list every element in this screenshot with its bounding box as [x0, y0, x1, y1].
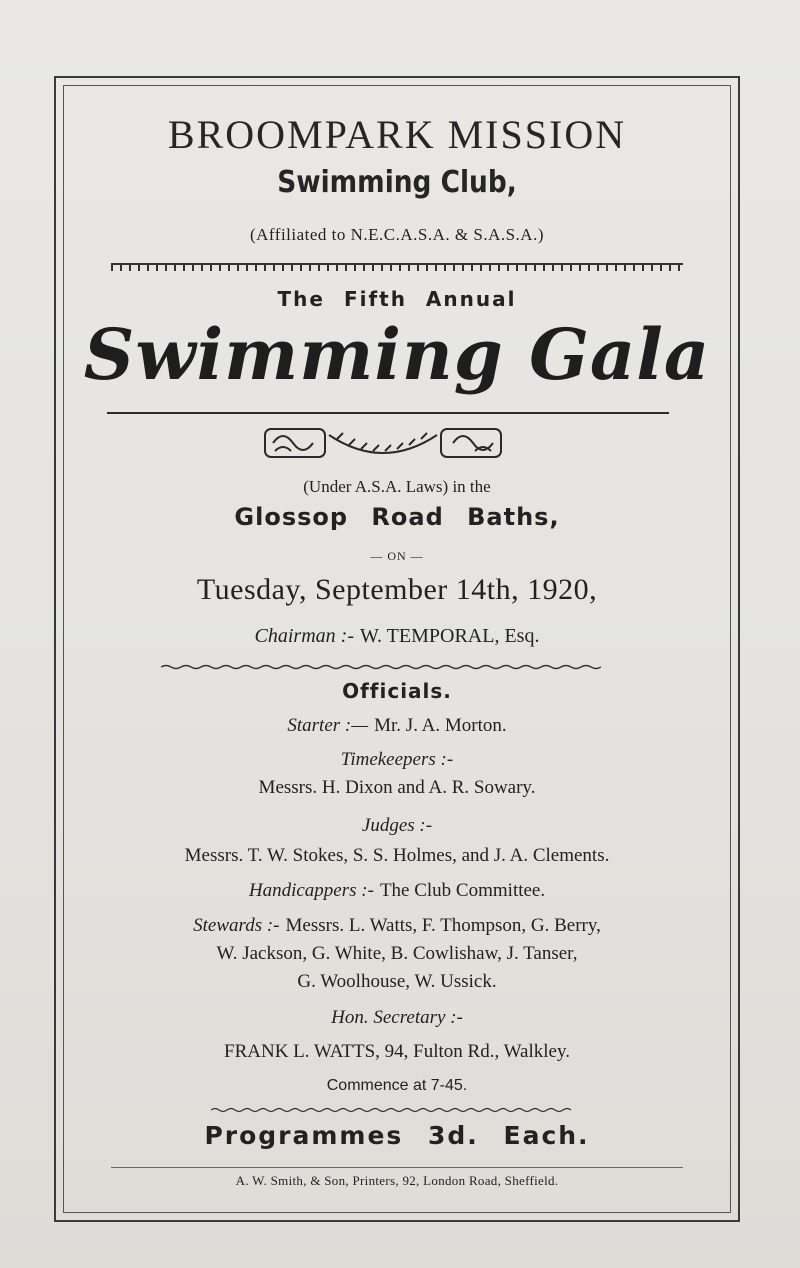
judges-label: Judges :- — [361, 815, 433, 836]
chairman-name: W. TEMPORAL, Esq. — [359, 625, 540, 647]
officials-heading: Officials. — [342, 679, 452, 703]
laws-line: (Under A.S.A. Laws) in the — [303, 477, 491, 496]
stewards-label: Stewards :- — [193, 915, 280, 936]
title-underline — [107, 412, 669, 414]
venue: Glossop Road Baths, — [234, 503, 560, 531]
on-label: — ON — — [370, 549, 424, 563]
wavy-divider-2 — [211, 1107, 575, 1113]
chairman-line — [63, 625, 731, 648]
secretary-label: Hon. Secretary :- — [331, 1007, 463, 1028]
poster-content — [63, 85, 731, 1213]
stewards-line-1 — [63, 915, 731, 937]
commence-time: Commence at 7-45. — [326, 1077, 468, 1094]
wavy-divider — [161, 664, 601, 670]
affiliation: (Affiliated to N.E.C.A.S.A. & S.A.S.A.) — [249, 225, 544, 244]
edition-line: The Fifth Annual — [277, 287, 517, 311]
handicappers-names: The Club Committee. — [379, 880, 546, 901]
timekeepers-label: Timekeepers :- — [340, 749, 454, 770]
gala-title: Swimming Gala — [83, 313, 711, 396]
stewards-names-2: W. Jackson, G. White, B. Cowlishaw, J. Tanser, — [216, 943, 578, 964]
timekeepers-names: Messrs. H. Dixon and A. R. Sowary. — [258, 777, 536, 798]
handicappers-line — [63, 880, 731, 902]
starter-label: Starter :— — [287, 715, 369, 736]
chairman-label: Chairman :- — [254, 625, 354, 647]
starter-line — [63, 715, 731, 737]
judges-names: Messrs. T. W. Stokes, S. S. Holmes, and J. A. Clements. — [184, 845, 610, 866]
stewards-names-1: Messrs. L. Watts, F. Thompson, G. Berry, — [285, 915, 601, 936]
footer-rule — [111, 1167, 683, 1168]
starter-name: Mr. J. A. Morton. — [374, 715, 507, 736]
dotted-divider — [111, 263, 683, 271]
club-type: Swimming Club, — [277, 165, 517, 200]
scroll-ornament-icon — [263, 421, 503, 465]
club-name: BROOMPARK MISSION — [167, 112, 627, 157]
secretary-name: FRANK L. WATTS, 94, Fulton Rd., Walkley. — [224, 1041, 570, 1062]
programmes-price: Programmes 3d. Each. — [204, 1121, 590, 1150]
event-date: Tuesday, September 14th, 1920, — [196, 573, 598, 606]
handicappers-label: Handicappers :- — [248, 880, 374, 901]
printer-credit: A. W. Smith, & Son, Printers, 92, London Road, Sheffield. — [235, 1173, 559, 1188]
stewards-names-3: G. Woolhouse, W. Ussick. — [297, 971, 497, 992]
